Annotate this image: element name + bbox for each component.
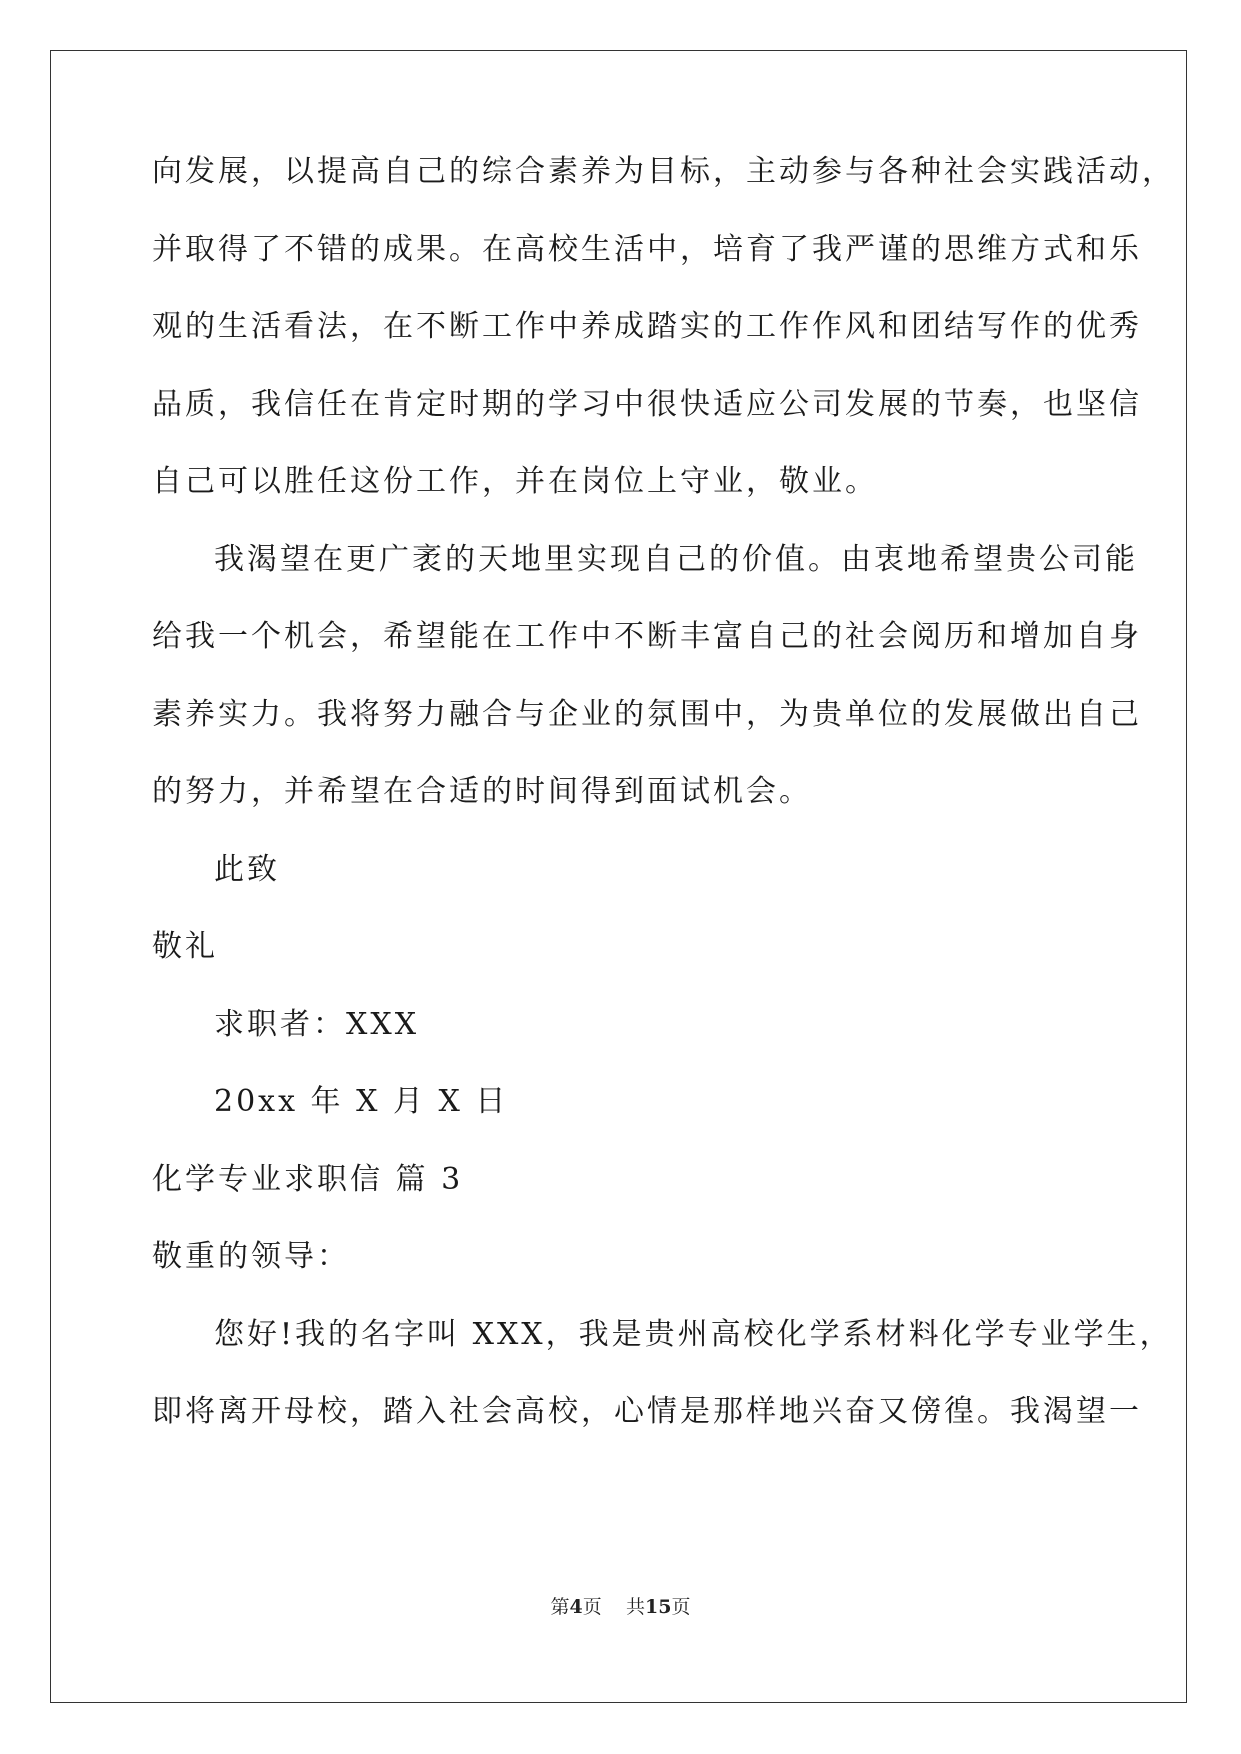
text-line: 我渴望在更广袤的天地里实现自己的价值。由衷地希望贵公司能 bbox=[214, 541, 1138, 577]
footer-page-number: 4 bbox=[569, 1596, 583, 1618]
text-line: 求职者：XXX bbox=[214, 1006, 420, 1042]
text-line: 并取得了不错的成果。在高校生活中，培育了我严谨的思维方式和乐 bbox=[152, 231, 1142, 267]
text-line: 观的生活看法，在不断工作中养成踏实的工作作风和团结写作的优秀 bbox=[152, 309, 1142, 344]
text-line: 给我一个机会，希望能在工作中不断丰富自己的社会阅历和增加自身 bbox=[152, 619, 1142, 654]
footer-total-pages: 15 bbox=[644, 1596, 672, 1618]
text-line: 敬礼 bbox=[152, 929, 218, 964]
text-line: 敬重的领导： bbox=[152, 1239, 350, 1274]
text-line: 向发展，以提高自己的综合素养为目标，主动参与各种社会实践活动， bbox=[152, 154, 1175, 189]
text-line: 您好!我的名字叫 XXX，我是贵州高校化学系材料化学专业学生， bbox=[214, 1316, 1173, 1352]
text-line: 素养实力。我将努力融合与企业的氛围中，为贵单位的发展做出自己 bbox=[152, 696, 1142, 732]
text-line: 化学专业求职信 篇 3 bbox=[152, 1161, 464, 1197]
page-footer bbox=[0, 1592, 1241, 1619]
footer-total-suffix: 页 bbox=[671, 1596, 691, 1618]
footer-page-suffix: 页 bbox=[582, 1596, 602, 1618]
footer-total-prefix: 共 bbox=[625, 1596, 645, 1618]
text-line: 20xx 年 X 月 X 日 bbox=[214, 1084, 509, 1119]
text-line: 自己可以胜任这份工作，并在岗位上守业，敬业。 bbox=[152, 464, 878, 499]
text-line: 此致 bbox=[214, 851, 280, 887]
text-line: 的努力，并希望在合适的时间得到面试机会。 bbox=[152, 774, 812, 809]
footer-page-prefix: 第 bbox=[550, 1596, 570, 1618]
text-line: 品质，我信任在肯定时期的学习中很快适应公司发展的节奏，也坚信 bbox=[152, 386, 1142, 422]
text-line: 即将离开母校，踏入社会高校，心情是那样地兴奋又傍徨。我渴望一 bbox=[152, 1394, 1142, 1429]
